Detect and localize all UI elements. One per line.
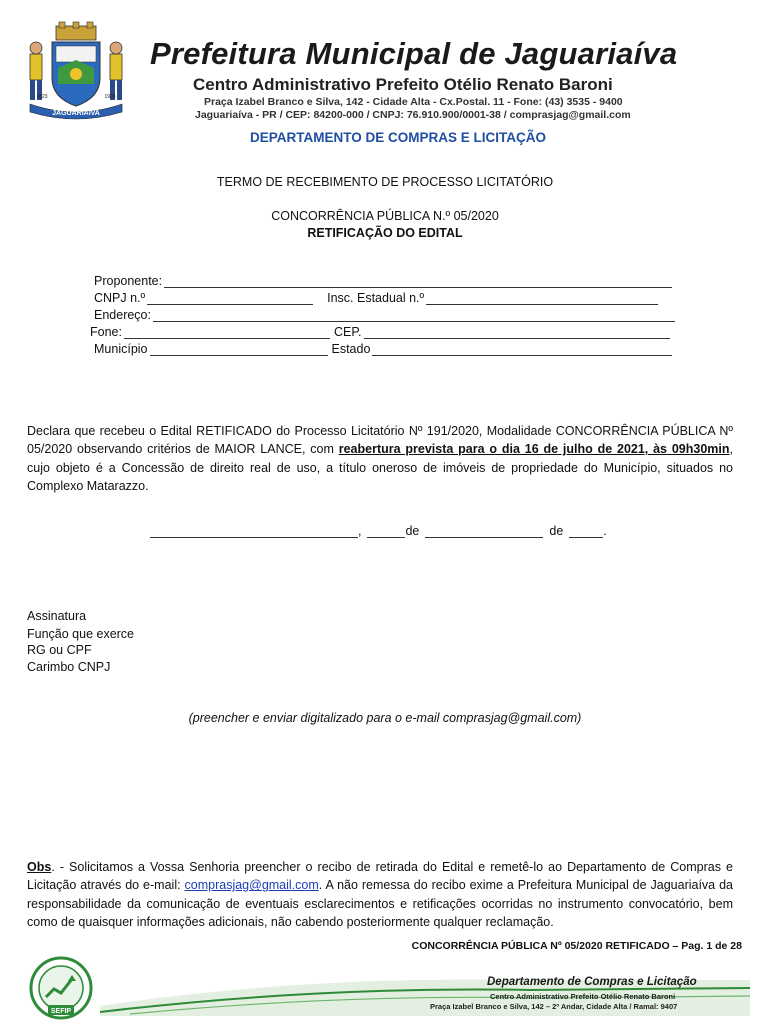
obs-email-link[interactable]: comprasjag@gmail.com: [184, 878, 319, 893]
signature-label: Assinatura: [27, 609, 87, 623]
cnpj-stamp-label: Carimbo CNPJ: [27, 660, 111, 674]
header-address-line1: Praça Izabel Branco e Silva, 142 - Cidade Alta - Cx.Postal. 11 - Fone: (43) 3535 - 9400: [204, 96, 623, 108]
year-field[interactable]: [569, 525, 603, 538]
municipio-field[interactable]: [150, 343, 328, 356]
sefip-logo-text: SEFIP: [50, 1008, 72, 1015]
crest-banner-text: JAGUARIAÍVA: [52, 110, 100, 117]
rg-cpf-label: RG ou CPF: [27, 643, 92, 657]
header-subtitle: Centro Administrativo Prefeito Otélio Renato Baroni: [193, 75, 613, 94]
form-row-proponente: [94, 274, 672, 288]
obs-paragraph: [27, 858, 733, 932]
footer-address-line2: Praça Izabel Branco e Silva, 142 – 2º Andar, Cidade Alta / Ramal: 9407: [430, 1002, 678, 1011]
header-title: Prefeitura Municipal de Jaguariaíva: [150, 36, 678, 71]
proponente-field[interactable]: [164, 275, 672, 288]
cep-field[interactable]: [364, 326, 670, 339]
declaration-reopening-date: reabertura prevista para o dia 16 de julho de 2021, às 09h30min: [338, 442, 730, 457]
cnpj-field[interactable]: [147, 292, 313, 305]
cep-label: CEP.: [333, 325, 362, 339]
insc-estadual-label: Insc. Estadual n.º: [327, 291, 425, 305]
cnpj-label: CNPJ n.º: [94, 291, 146, 305]
form-row-fone: [90, 325, 670, 339]
municipal-crest-logo: [16, 20, 136, 120]
function-label: Função que exerce: [27, 627, 135, 641]
document-title: TERMO DE RECEBIMENTO DE PROCESSO LICITATÓRIO: [216, 175, 554, 189]
obs-label: Obs: [27, 860, 52, 874]
sefip-logo: [20, 955, 102, 1021]
estado-field[interactable]: [372, 343, 672, 356]
municipio-label: Município: [94, 342, 148, 356]
crest-right-figure: [110, 42, 122, 100]
crest-year-left: 1823: [36, 94, 48, 100]
date-period: .: [603, 524, 607, 538]
header-department: DEPARTAMENTO DE COMPRAS E LICITAÇÃO: [250, 130, 547, 145]
obs-text-1: . - Solicitamos a Vossa Senhoria preencher o recibo de retirada do Edital e remetê-lo ao Departamento de Compras e Licitação através do e-mail:: [27, 860, 733, 893]
crest-left-figure: [30, 42, 42, 100]
date-de-1: de: [405, 524, 420, 538]
footer-department: Departamento de Compras e Licitação: [487, 976, 697, 988]
date-comma: ,: [358, 524, 362, 538]
obs-text-2: . A não remessa do recibo exime a Prefeitura Municipal de Jaguariaíva da responsabilidade da comunicação de eventuais esclarecimentos e retificações ocorridas no instrumento convocatório, bem como de quaisquer informações adicionais, não cabendo posteriormente qualquer reclamação.: [27, 878, 733, 930]
proponente-label: Proponente:: [94, 274, 163, 288]
form-row-endereco: [94, 308, 675, 322]
date-de-2: de: [549, 524, 564, 538]
estado-label: Estado: [331, 342, 371, 356]
crest-year-right: 1908: [104, 94, 116, 100]
date-line: [150, 524, 607, 538]
header-address-line2: Jaguariaíva - PR / CEP: 84200-000 / CNPJ: 76.910.900/0001-38 / comprasjag@gmail.com: [195, 109, 631, 121]
declaration-text-2: , cujo objeto é a Concessão de direito real de uso, a título oneroso de imóveis de propriedade do Município, situados no Complexo Matarazzo.: [27, 442, 733, 494]
document-retification: RETIFICAÇÃO DO EDITAL: [307, 226, 463, 240]
form-row-municipio: [94, 342, 672, 356]
fone-label: Fone:: [90, 325, 122, 339]
declaration-text-1: Declara que recebeu o Edital RETIFICADO do Processo Licitatório Nº 191/2020, Modalidade CONCORRÊNCIA PÚBLICA Nº 05/2020 observando critérios de MAIOR LANCE, com: [27, 424, 733, 457]
form-row-cnpj: [94, 291, 658, 305]
month-field[interactable]: [425, 525, 543, 538]
insc-estadual-field[interactable]: [426, 292, 658, 305]
footer-address-line1: Centro Administrativo Prefeito Otélio Renato Baroni: [490, 992, 676, 1001]
page-reference: CONCORRÊNCIA PÚBLICA Nº 05/2020 RETIFICADO – Pag. 1 de 28: [411, 940, 742, 952]
endereco-label: Endereço:: [94, 308, 151, 322]
instruction-text: (preencher e enviar digitalizado para o e-mail comprasjag@gmail.com): [188, 711, 582, 725]
endereco-field[interactable]: [153, 309, 675, 322]
declaration-paragraph: [27, 422, 733, 496]
day-field[interactable]: [367, 525, 405, 538]
city-field[interactable]: [150, 525, 358, 538]
fone-field[interactable]: [124, 326, 330, 339]
document-process: CONCORRÊNCIA PÚBLICA N.º 05/2020: [271, 209, 499, 223]
